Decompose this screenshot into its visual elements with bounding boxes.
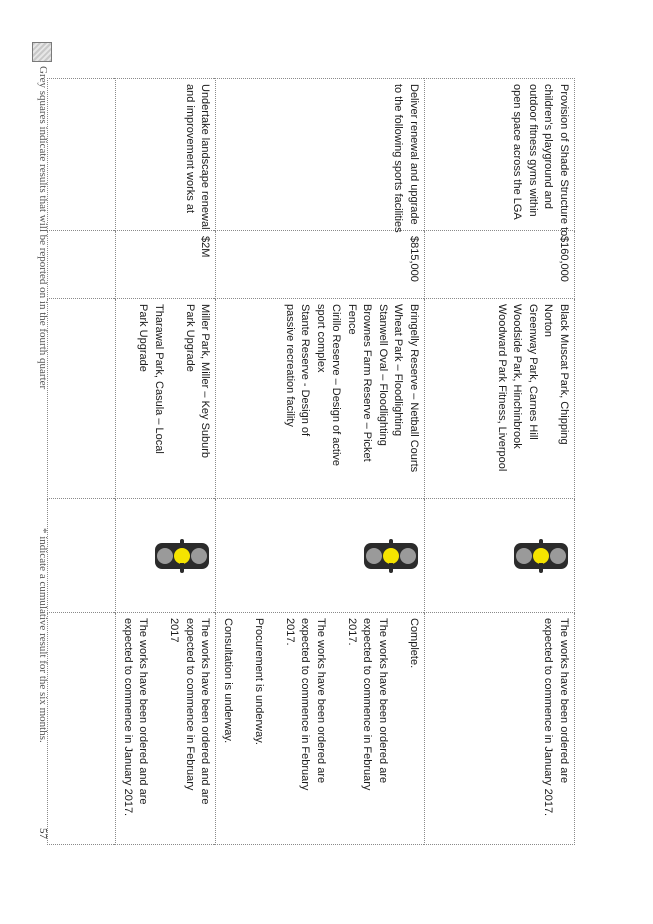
- location-line: Stante Reserve - Design of: [299, 304, 312, 437]
- comment-line: The works have been ordered and are: [199, 618, 212, 805]
- location-line: Black Muscat Park, Chipping: [558, 304, 570, 445]
- table-row: [216, 79, 425, 845]
- traffic-light-icon: [156, 543, 210, 569]
- comment-line: The works have been ordered and are: [137, 618, 150, 805]
- comment-line: Procurement is underway.: [253, 618, 265, 745]
- location-line: Cirillo Reserve – Design of active: [330, 304, 343, 467]
- off-lamp-icon: [516, 548, 532, 564]
- table-row: [425, 79, 575, 845]
- location-line: [166, 304, 182, 493]
- locations-cell: [425, 299, 575, 499]
- status-cell: [216, 499, 425, 613]
- location-line: Fence: [346, 304, 358, 335]
- budget-value: $160,000: [558, 236, 570, 282]
- locations-cell: [116, 299, 216, 499]
- budget-cell: [425, 231, 575, 299]
- amber-lamp-icon: [383, 548, 399, 564]
- comment-cell: [116, 613, 216, 845]
- traffic-light-icon: [514, 543, 568, 569]
- off-lamp-icon: [366, 548, 382, 564]
- status-cell: [116, 499, 216, 613]
- comment-line: [390, 618, 406, 839]
- empty-cell: [48, 79, 116, 231]
- description-line: outdoor fitness gyms within: [527, 84, 539, 217]
- comment-line: Consultation is underway.: [222, 618, 234, 744]
- description-cell: [425, 79, 575, 237]
- comment-line: The works have been ordered are: [315, 618, 327, 784]
- description-line: open space across the LGA: [511, 84, 524, 220]
- cumulative-note: * indicate a cumulative result for the six months.: [37, 528, 49, 743]
- empty-cell: [48, 613, 116, 845]
- empty-cell: [48, 231, 116, 299]
- empty-cell: [48, 499, 116, 613]
- legend-text: Grey squares indicate results that will be reported on in the fourth quarter: [37, 66, 49, 390]
- locations-cell: [216, 299, 425, 499]
- budget-value: $815,000: [408, 236, 420, 282]
- table-row: [48, 79, 116, 845]
- comment-line: [266, 618, 282, 839]
- description-line: children's playground and: [542, 84, 555, 210]
- location-line: passive recreation facility: [284, 304, 296, 427]
- location-line: Woodside Park, Hinchinbrook: [511, 304, 524, 449]
- budget-cell: [216, 231, 425, 299]
- off-lamp-icon: [158, 548, 174, 564]
- comment-line: 2017.: [284, 618, 296, 646]
- location-line: sport complex: [315, 304, 327, 373]
- amber-lamp-icon: [533, 548, 549, 564]
- off-lamp-icon: [400, 548, 416, 564]
- actions-table: [48, 78, 576, 845]
- description-line: Provision of Shade Structure to: [558, 84, 570, 237]
- amber-lamp-icon: [175, 548, 191, 564]
- location-line: Park Upgrade: [184, 304, 196, 372]
- status-cell: [425, 499, 575, 613]
- grey-square-icon: [32, 42, 52, 62]
- comment-line: 2017.: [346, 618, 358, 646]
- comment-line: The works have been ordered are: [377, 618, 389, 784]
- location-line: Bringelly Reserve – Netball Courts: [408, 304, 420, 473]
- comment-line: 2017: [168, 618, 181, 643]
- comment-line: expected to commence in February: [184, 618, 196, 791]
- comment-line: expected to commence in February: [299, 618, 312, 791]
- comment-line: expected to commence in January 2017.: [542, 618, 555, 817]
- traffic-light-icon: [364, 543, 418, 569]
- location-line: Wheat Park – Floodlighting: [392, 304, 405, 437]
- location-line: Park Upgrade: [137, 304, 150, 372]
- description-line: Deliver renewal and upgrade: [408, 84, 420, 225]
- page-number: 57: [37, 828, 49, 839]
- budget-value: $2M: [199, 236, 212, 258]
- comment-line: expected to commence in February: [361, 618, 374, 791]
- comment-line: [235, 618, 251, 839]
- comment-line: The works have been ordered are: [558, 618, 570, 784]
- off-lamp-icon: [550, 548, 566, 564]
- location-line: Norton: [542, 304, 555, 338]
- legend: [31, 42, 53, 782]
- description-line: and improvement works at: [184, 84, 196, 213]
- description-cell: [116, 79, 216, 231]
- location-line: Woodward Park Fitness, Liverpool: [496, 304, 508, 472]
- comment-cell: [425, 613, 575, 845]
- location-line: Stanwell Oval – Floodlighting: [377, 304, 389, 446]
- budget-cell: [116, 231, 216, 299]
- location-line: Greenway Park, Carnes Hill: [527, 304, 539, 440]
- comment-line: [151, 618, 167, 839]
- location-line: Tharawal Park, Casula – Local: [153, 304, 165, 454]
- empty-cell: [48, 299, 116, 499]
- location-line: Miller Park, Miller – Key Suburb: [199, 304, 212, 459]
- location-line: Brownes Farm Reserve – Picket: [361, 304, 374, 462]
- description-line: to the following sports facilities: [392, 84, 405, 233]
- comment-line: expected to commence in January 2017.: [122, 618, 134, 817]
- description-cell: [216, 79, 425, 231]
- off-lamp-icon: [192, 548, 208, 564]
- comment-line: Complete.: [408, 618, 420, 669]
- description-line: Undertake landscape renewal: [199, 84, 212, 230]
- table-row: [116, 79, 216, 845]
- comment-cell: [216, 613, 425, 845]
- comment-line: [328, 618, 344, 839]
